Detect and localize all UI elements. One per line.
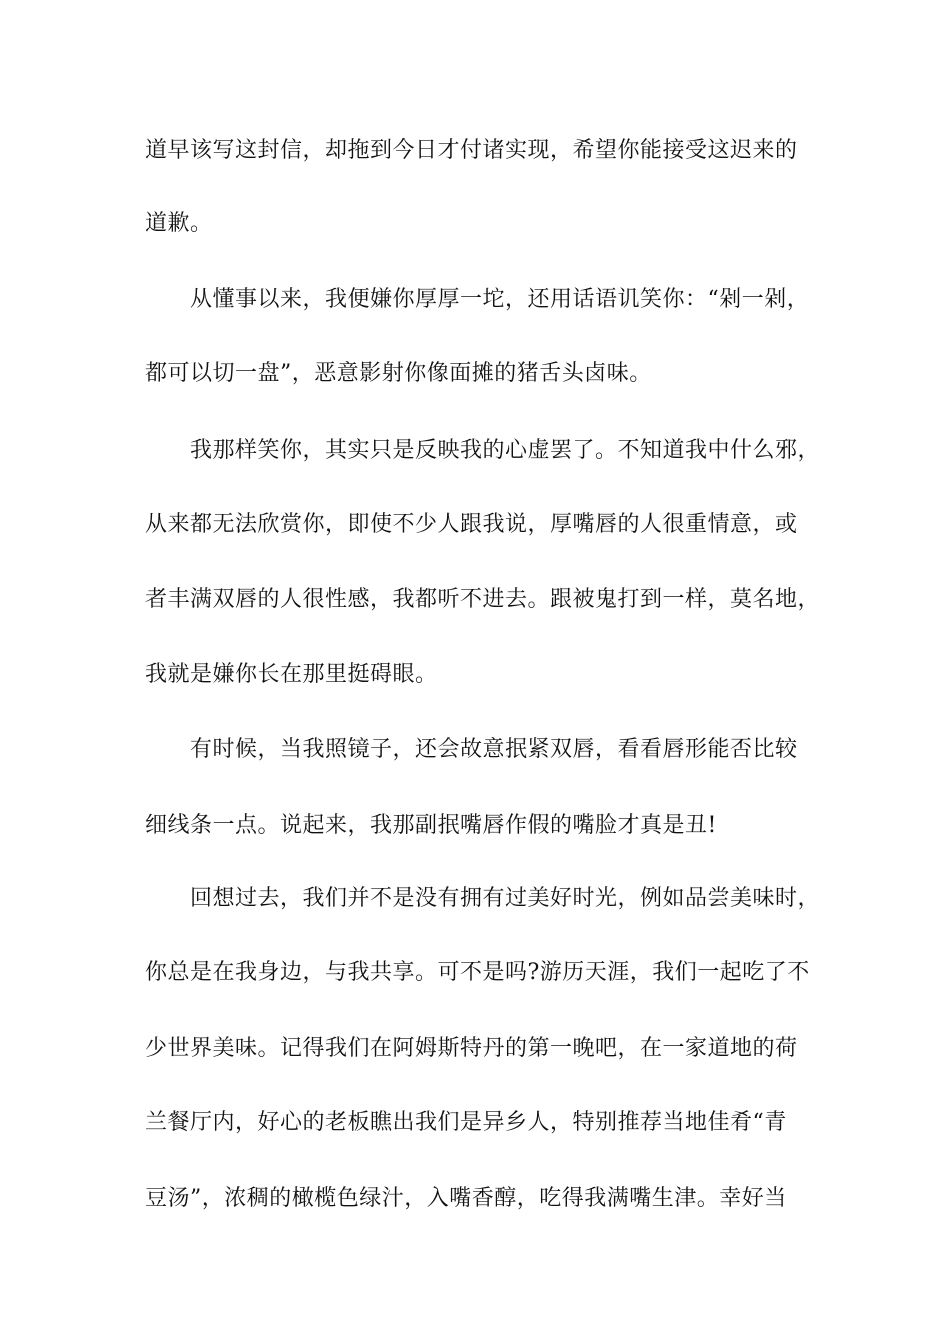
text-line: 从懂事以来，我便嫌你厚厚一坨，还用话语讥笑你：“剁一剁，: [190, 287, 810, 312]
text-line: 从来都无法欣赏你，即使不少人跟我说，厚嘴唇的人很重情意，或: [145, 512, 798, 537]
text-line: 你总是在我身边，与我共享。可不是吗?游历天涯，我们一起吃了不: [145, 960, 810, 985]
text-line: 兰餐厅内，好心的老板瞧出我们是异乡人，特别推荐当地佳肴“青: [145, 1110, 787, 1135]
text-line: 细线条一点。说起来，我那副抿嘴唇作假的嘴脸才真是丑!: [145, 813, 717, 838]
text-line: 我就是嫌你长在那里挺碍眼。: [145, 662, 438, 687]
text-line: 都可以切一盘”，恶意影射你像面摊的猪舌头卤味。: [145, 361, 652, 386]
text-line: 少世界美味。记得我们在阿姆斯特丹的第一晚吧，在一家道地的荷: [145, 1036, 798, 1061]
text-line: 我那样笑你，其实只是反映我的心虚罢了。不知道我中什么邪，: [190, 438, 821, 463]
text-line: 有时候，当我照镜子，还会故意抿紧双唇，看看唇形能否比较: [190, 737, 798, 762]
text-line: 道歉。: [145, 211, 213, 236]
text-line: 豆汤”，浓稠的橄榄色绿汁，入嘴香醇，吃得我满嘴生津。幸好当: [145, 1186, 787, 1211]
text-line: 道早该写这封信，却拖到今日才付诸实现，希望你能接受这迟来的: [145, 138, 798, 163]
text-line: 者丰满双唇的人很性感，我都听不进去。跟被鬼打到一样，莫名地，: [145, 587, 821, 612]
text-line: 回想过去，我们并不是没有拥有过美好时光，例如品尝美味时，: [190, 886, 821, 911]
